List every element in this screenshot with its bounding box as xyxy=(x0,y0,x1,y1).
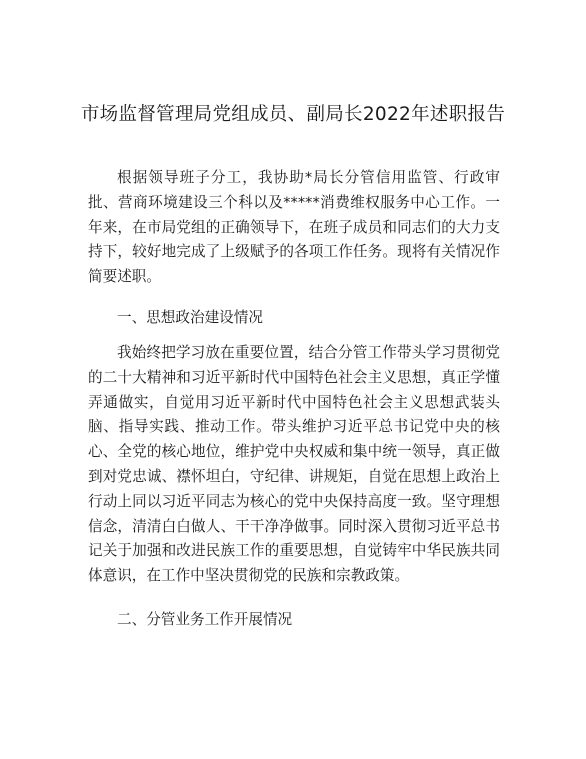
intro-paragraph: 根据领导班子分工，我协助*局长分管信用监管、行政审批、营商环境建设三个科以及*****消费维权服务中心工作。一年来，在市局党组的正确领导下，在班子成员和同志们的大力支持下，较好地完成了上级赋予的各项工作任务。现将有关情况作简要述职。 xyxy=(88,169,500,286)
section-heading-2: 二、分管业务工作开展情况 xyxy=(117,611,293,628)
document-title: 市场监督管理局党组成员、副局长2022年述职报告 xyxy=(80,104,506,125)
section-heading-1: 一、思想政治建设情况 xyxy=(117,309,263,326)
section-1-paragraph: 我始终把学习放在重要位置，结合分管工作带头学习贯彻党的二十大精神和习近平新时代中国特色社会主义思想，真正学懂弄通做实，自觉用习近平新时代中国特色社会主义思想武装头脑、指导实践、推动工作。带头维护习近平总书记党中央的核心、全党的核心地位，维护党中央权威和集中统一领导，真正做到对党忠诚、襟怀坦白，守纪律、讲规矩，自觉在思想上政治上行动上同以习近平同志为核心的党中央保持高度一致。坚守理想信念，清清白白做人、干干净净做事。同时深入贯彻习近平总书记关于加强和改进民族工作的重要思想，自觉铸牢中华民族共同体意识，在工作中坚决贯彻党的民族和宗教政策。 xyxy=(88,344,500,585)
